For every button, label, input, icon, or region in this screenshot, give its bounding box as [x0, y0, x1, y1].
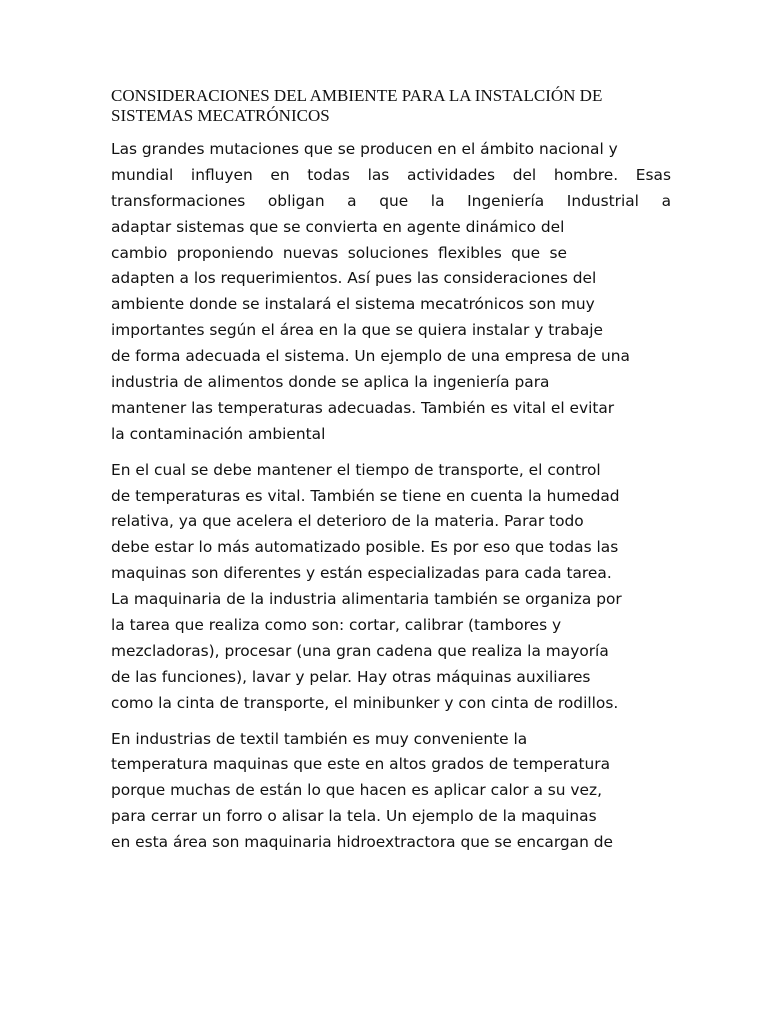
text-line: cambio proponiendo nuevas soluciones flexibles que se [111, 243, 567, 262]
text-line: de temperaturas es vital. También se tiene en cuenta la humedad [111, 486, 620, 505]
text-line: la tarea que realiza como son: cortar, calibrar (tambores y [111, 616, 562, 635]
text-line: temperatura maquinas que este en altos grados de temperatura [111, 755, 611, 774]
paragraph-1 [111, 137, 671, 448]
paragraph-2 [111, 458, 671, 717]
text-line: porque muchas de están lo que hacen es aplicar calor a su vez, [111, 781, 602, 800]
text-line: ambiente donde se instalará el sistema mecatrónicos son muy [111, 295, 595, 314]
text-line: transformaciones obligan a que la Ingeniería Industrial a [111, 191, 671, 210]
text-line: importantes según el área en la que se quiera instalar y trabaje [111, 321, 604, 340]
text-line: adapten a los requerimientos. Así pues las consideraciones del [111, 269, 597, 288]
text-line: mantener las temperaturas adecuadas. También es vital el evitar [111, 398, 615, 417]
text-line: La maquinaria de la industria alimentaria también se organiza por [111, 590, 622, 609]
text-line: Las grandes mutaciones que se producen en el ámbito nacional y [111, 140, 618, 158]
text-line: relativa, ya que acelera el deterioro de la materia. Parar todo [111, 512, 584, 531]
text-line: En el cual se debe mantener el tiempo de transporte, el control [111, 460, 601, 479]
paragraph-3 [111, 727, 671, 856]
title-line: CONSIDERACIONES DEL AMBIENTE PARA LA INSTALCIÓN DE [111, 86, 603, 105]
text-line: para cerrar un forro o alisar la tela. Un ejemplo de la maquinas [111, 807, 597, 826]
title-line: SISTEMAS MECATRÓNICOS [111, 106, 330, 125]
text-line: la contaminación ambiental [111, 424, 326, 443]
text-line: debe estar lo más automatizado posible. Es por eso que todas las [111, 538, 619, 557]
text-line: de las funciones), lavar y pelar. Hay otras máquinas auxiliares [111, 667, 591, 686]
text-line: en esta área son maquinaria hidroextractora que se encargan de [111, 833, 613, 852]
document-title [111, 86, 671, 126]
document-body [111, 137, 671, 856]
text-line: mezcladoras), procesar (una gran cadena que realiza la mayoría [111, 641, 609, 660]
text-line: como la cinta de transporte, el minibunker y con cinta de rodillos. [111, 693, 619, 712]
text-line: industria de alimentos donde se aplica la ingeniería para [111, 373, 550, 392]
text-line: En industrias de textil también es muy conveniente la [111, 729, 528, 748]
text-line: adaptar sistemas que se convierta en agente dinámico del [111, 217, 565, 236]
text-line: mundial influyen en todas las actividades del hombre. Esas [111, 165, 671, 184]
text-line: de forma adecuada el sistema. Un ejemplo de una empresa de una [111, 347, 630, 366]
text-line: maquinas son diferentes y están especializadas para cada tarea. [111, 564, 612, 583]
